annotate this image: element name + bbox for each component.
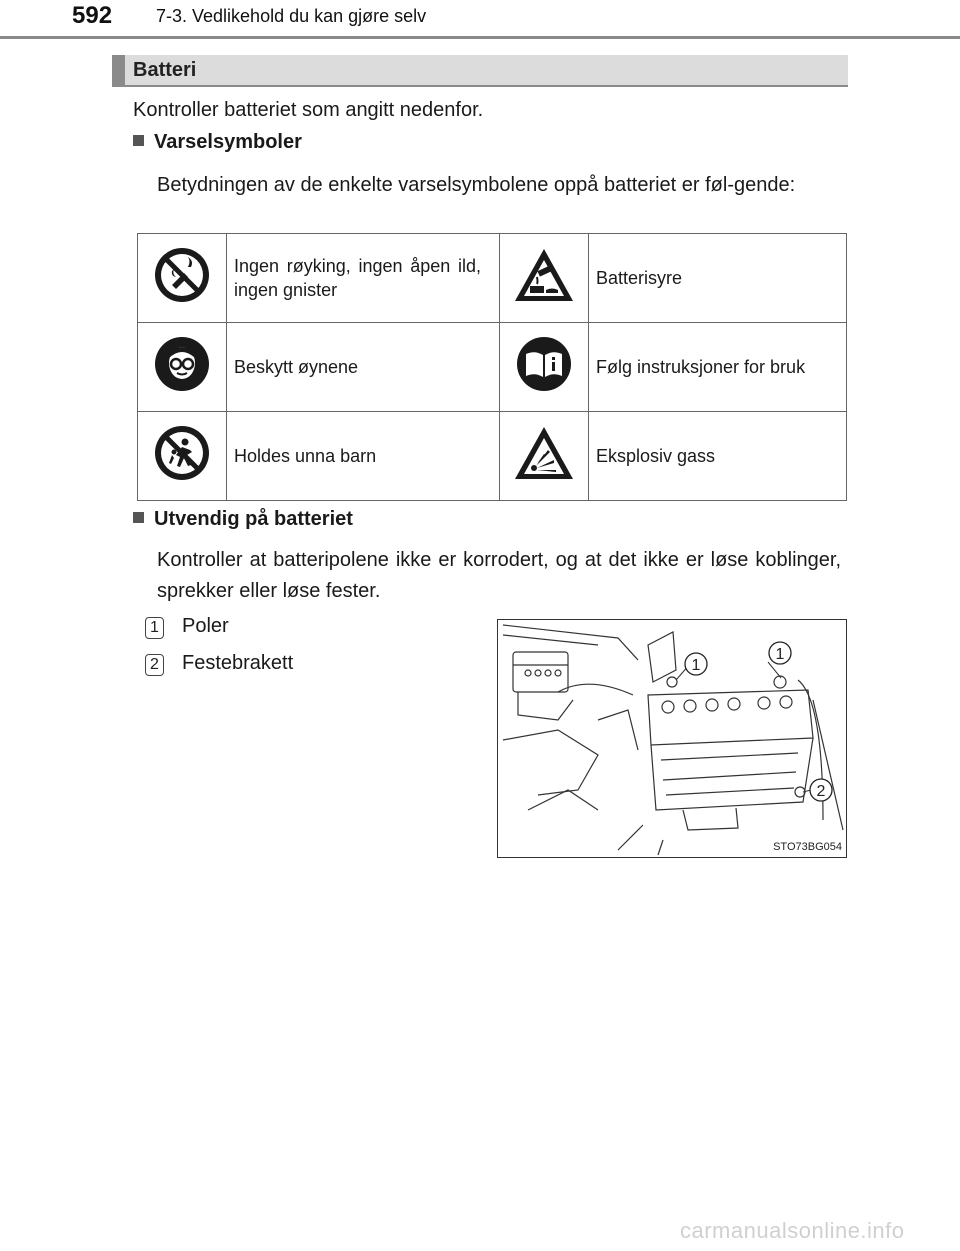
bullet-square-icon <box>133 512 144 523</box>
eye-protection-icon <box>138 323 227 412</box>
watermark: carmanualsonline.info <box>680 1218 905 1243</box>
symbol-label: Eksplosiv gass <box>589 412 847 501</box>
figure-callout: 1 <box>775 646 785 663</box>
chapter-title: 7-3. Vedlikehold du kan gjøre selv <box>156 6 427 26</box>
figure-code: STO73BG054 <box>773 841 842 853</box>
battery-acid-icon <box>500 234 589 323</box>
page-number: 592 <box>72 2 113 29</box>
header-rule <box>0 36 960 39</box>
section-heading-box <box>112 55 848 87</box>
warning-symbols-heading <box>133 131 302 154</box>
read-instructions-icon <box>500 323 589 412</box>
table-row <box>138 234 847 323</box>
section-title: Batteri <box>133 59 197 81</box>
no-smoking-no-flame-icon <box>138 234 227 323</box>
warning-symbols-title: Varselsymboler <box>154 131 302 153</box>
keep-away-children-icon <box>138 412 227 501</box>
figure-callout: 1 <box>691 657 701 674</box>
battery-figure <box>497 619 847 858</box>
symbol-label: Ingen røyking, ingen åpen ild, ingen gnister <box>227 234 500 323</box>
exterior-paragraph: Kontroller at batteripolene ikke er korrodert, og at det ikke er løse koblinger, sprekker eller løse fester. <box>157 549 841 602</box>
symbol-label: Beskytt øynene <box>227 323 500 412</box>
section-intro: Kontroller batteriet som angitt nedenfor. <box>133 99 484 121</box>
explosive-gas-icon <box>500 412 589 501</box>
exterior-heading <box>133 508 353 531</box>
legend-label: Poler <box>182 615 229 637</box>
exterior-title: Utvendig på batteriet <box>154 508 353 530</box>
table-row <box>138 412 847 501</box>
symbol-label: Batterisyre <box>589 234 847 323</box>
table-row <box>138 323 847 412</box>
symbol-label: Følg instruksjoner for bruk <box>589 323 847 412</box>
legend-label: Festebrakett <box>182 652 294 674</box>
legend-number: 2 <box>145 654 164 676</box>
symbol-label: Holdes unna barn <box>227 412 500 501</box>
bullet-square-icon <box>133 135 144 146</box>
figure-callout: 2 <box>816 783 826 800</box>
battery-illustration <box>498 620 847 858</box>
warning-symbols-table <box>137 233 847 501</box>
warning-symbols-paragraph: Betydningen av de enkelte varselsymbolene oppå batteriet er føl-gende: <box>157 174 796 196</box>
legend-number: 1 <box>145 617 164 639</box>
section-heading-bar <box>112 55 125 87</box>
